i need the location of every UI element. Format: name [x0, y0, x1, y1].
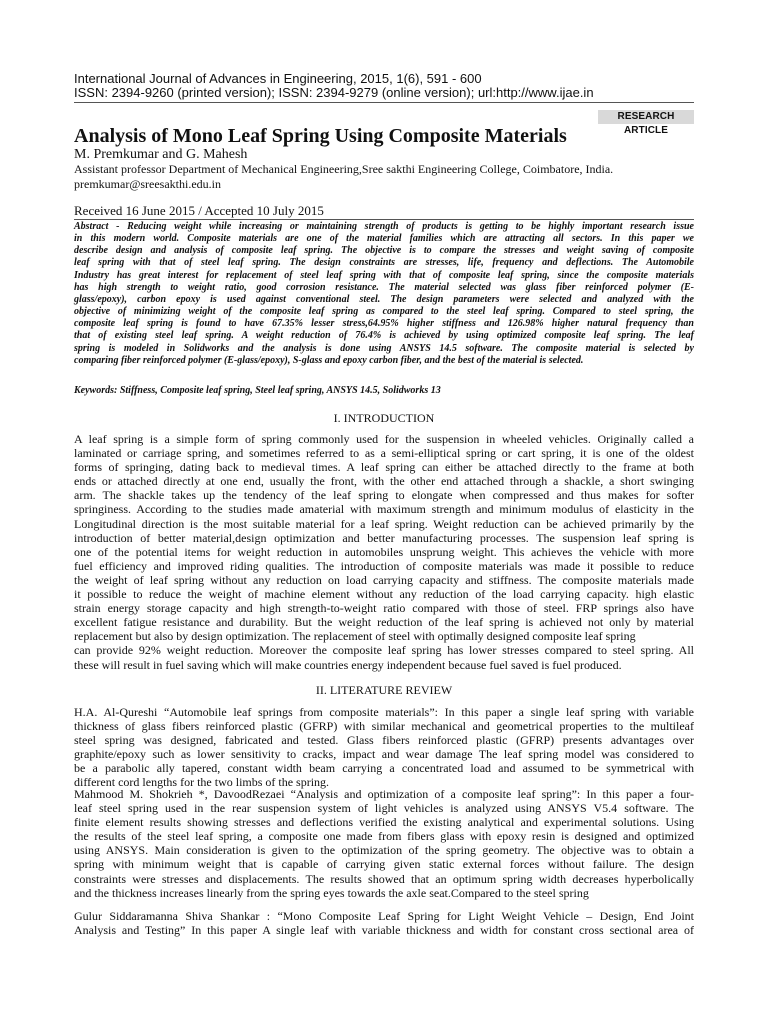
text-line: excellent fatigue resistance and durability. But the weight reduction of the leaf spring is achieved not only by material [74, 615, 694, 630]
keywords: Keywords: Stiffness, Composite leaf spring, Steel leaf spring, ANSYS 14.5, Solidworks 13 [74, 385, 441, 396]
issn-line: ISSN: 2394-9260 (printed version); ISSN: 2394-9279 (online version); url:http://www.ijae.in [74, 85, 594, 100]
abstract-divider [74, 219, 694, 220]
abstract-line: in this modern world. Composite materials are one of the material families which are attracting all sectors. In this paper we [74, 233, 694, 245]
article-type-badge: RESEARCH ARTICLE [598, 110, 694, 124]
abstract-line: Abstract - Reducing weight while increasing or maintaining strength of products is getting to be highly important research issue [74, 221, 694, 232]
text-line: springiness. According to the studies made amaterial with maximum strength and minimum modulus of elasticity in the [74, 502, 694, 517]
text-line: A leaf spring is a simple form of spring commonly used for the suspension in wheeled vehicles. Originally called a [74, 432, 694, 446]
text-line: arm. The shackle takes up the tendency of the leaf spring to elongate when compressed and thus makes for softer [74, 488, 694, 503]
text-line: and the thickness increases linearly from the spring eyes towards the axle seat.Compared to the steel spring [74, 885, 589, 900]
received-accepted-dates: Received 16 June 2015 / Accepted 10 July 2015 [74, 203, 324, 218]
author-list: M. Premkumar and G. Mahesh [74, 147, 248, 162]
text-line: it possible to reduce the weight of machine element without any reduction of the load carrying capacity. high elastic [74, 587, 694, 602]
author-affiliation: Assistant professor Department of Mechanical Engineering,Sree sakthi Engineering College, Coimbatore, India. [74, 162, 614, 176]
text-line: Analysis and Testing” In this paper A single leaf with variable thickness and width for constant cross sectional area of [74, 923, 694, 938]
abstract-line: describe design and analysis of composite leaf spring. The objective is to compare the stresses and weight saving of composite [74, 245, 694, 257]
text-line: different cord lengths for the two limbs of the spring. [74, 775, 330, 790]
abstract-line: leaf spring with that of steel leaf spring. The design constraints are stresses, life, frequency and deflections. The Automobile [74, 257, 694, 269]
journal-citation: International Journal of Advances in Engineering, 2015, 1(6), 591 - 600 [74, 71, 482, 86]
literature-paragraph-shivashankar [74, 909, 694, 937]
header-divider [74, 102, 694, 103]
text-line: strain energy storage capacity and high strength-to-weight ratio compared with those of steel. FRP springs also have [74, 601, 694, 616]
text-line: steel spring was designed, fabricated and tested. Glass fibers reinforced plastic (GFRP) presents advantages over [74, 733, 694, 748]
text-line: these will result in fuel saving which will make countries energy independent because fuel saved is fuel produced. [74, 657, 622, 672]
text-line: be a parabolic ally tapered, constant width beam carrying a concentrated load and assumed to be symmetrical with [74, 761, 694, 776]
text-line: the results of the steel leaf spring, a composite one made from fibers glass with epoxy resin is designed and optimized [74, 829, 694, 844]
text-line: one of the potential items for weight reduction in automobiles unsprung weight. This achieves the vehicle with more [74, 544, 694, 559]
section-heading-introduction: I. INTRODUCTION [333, 411, 435, 425]
text-line: Gulur Siddaramanna Shiva Shankar : “Mono Composite Leaf Spring for Light Weight Vehicle – Design, End Joint [74, 909, 694, 923]
abstract-line: glass/epoxy), carbon epoxy is used against conventional steel. The design parameters were selected and analyzed with the [74, 293, 694, 305]
text-line: laminated or carriage spring, and sometimes referred to as a semi-elliptical spring or cart spring, it is one of the oldest [74, 446, 694, 461]
text-line: replacement but also by design optimization. The replacement of steel with optimally designed composite leaf spring [74, 629, 636, 644]
text-line: can provide 92% weight reduction. Moreover the composite leaf spring has lower stresses compared to steel spring. All [74, 643, 694, 658]
text-line: Longitudinal direction is the most suitable material for a leaf spring. Weight reduction can be achieved primarily by the [74, 516, 694, 531]
abstract-line: comparing fiber reinforced polymer (E-glass/epoxy), S-glass and epoxy carbon fiber, and the best of the material is selected. [74, 354, 584, 366]
abstract-line: that of existing steel leaf spring. A weight reduction of 76.4% is achieved by using optimized composite leaf spring. The leaf [74, 330, 694, 342]
abstract-line: Industry has great interest for replacement of steel leaf spring with that of composite leaf spring, since the composite materials [74, 269, 694, 281]
text-line: finite element results showing stresses and deflections verified the existing analytical and experimental solutions. Using [74, 815, 694, 830]
text-line: introduction of better material,design optimization and better manufacturing processes. The suspension leaf spring is [74, 530, 694, 545]
text-line: forms of springing, dating back to medieval times. A leaf spring can either be attached directly to the frame at both [74, 460, 694, 475]
introduction-paragraph [74, 432, 694, 672]
literature-paragraph-shokrieh [74, 787, 694, 900]
abstract-line: objective of minimizing weight of the composite leaf spring as compared to the steel leaf spring. Compared to steel spring, the [74, 306, 694, 318]
text-line: Mahmood M. Shokrieh *, DavoodRezaei “Analysis and optimization of a composite leaf spring”: In this paper a four- [74, 787, 694, 801]
text-line: the weight of leaf spring without any reduction on load carrying capacity and stiffness. The composite materials made [74, 572, 694, 587]
article-title: Analysis of Mono Leaf Spring Using Composite Materials [74, 125, 567, 147]
text-line: using ANSYS. Main consideration is given to the optimization of the spring geometry. The objective was to obtain a [74, 843, 694, 858]
text-line: graphite/epoxy such as lower sensitivity to cracks, impact and wear damage The leaf spring model was considered to [74, 747, 694, 762]
abstract-line: composite leaf spring is found to have 67.35% lesser stress,64.95% higher stiffness and 126.98% higher natural frequency than [74, 318, 694, 330]
text-line: spring with minimum weight that is capable of carrying given static external forces without failure. The design [74, 857, 694, 872]
section-heading-literature-review: II. LITERATURE REVIEW [315, 683, 453, 697]
abstract [74, 221, 694, 367]
text-line: H.A. Al-Qureshi “Automobile leaf springs from composite materials”: In this paper a single leaf spring with variable [74, 705, 694, 719]
literature-paragraph-alqureshi [74, 705, 694, 790]
abstract-line: spring is modeled in Solidworks and the analysis is done using ANSYS 14.5 software. The composite material is selected by [74, 342, 694, 354]
text-line: leaf steel spring used in the rear suspension system of light vehicles is analyzed using ANSYS V5.4 software. The [74, 801, 694, 816]
text-line: constraints were stresses and displacements. The results showed that an optimum spring width decreases hyperbolically [74, 871, 694, 886]
text-line: thickness of glass fibers reinforced plastic (GFRP) with similar mechanical and geometrical properties to the multileaf [74, 719, 694, 734]
text-line: fuel efficiency and improved riding qualities. The introduction of composite materials was made it possible to reduce [74, 558, 694, 573]
abstract-line: has high strength to weight ratio, good corrosion resistance. The material selected was glass fiber reinforced polymer (E- [74, 281, 694, 293]
author-email[interactable]: premkumar@sreesakthi.edu.in [74, 177, 222, 191]
text-line: ends or attached directly at one end, usually the front, with the other end attached through a shackle, a short swinging [74, 474, 694, 489]
